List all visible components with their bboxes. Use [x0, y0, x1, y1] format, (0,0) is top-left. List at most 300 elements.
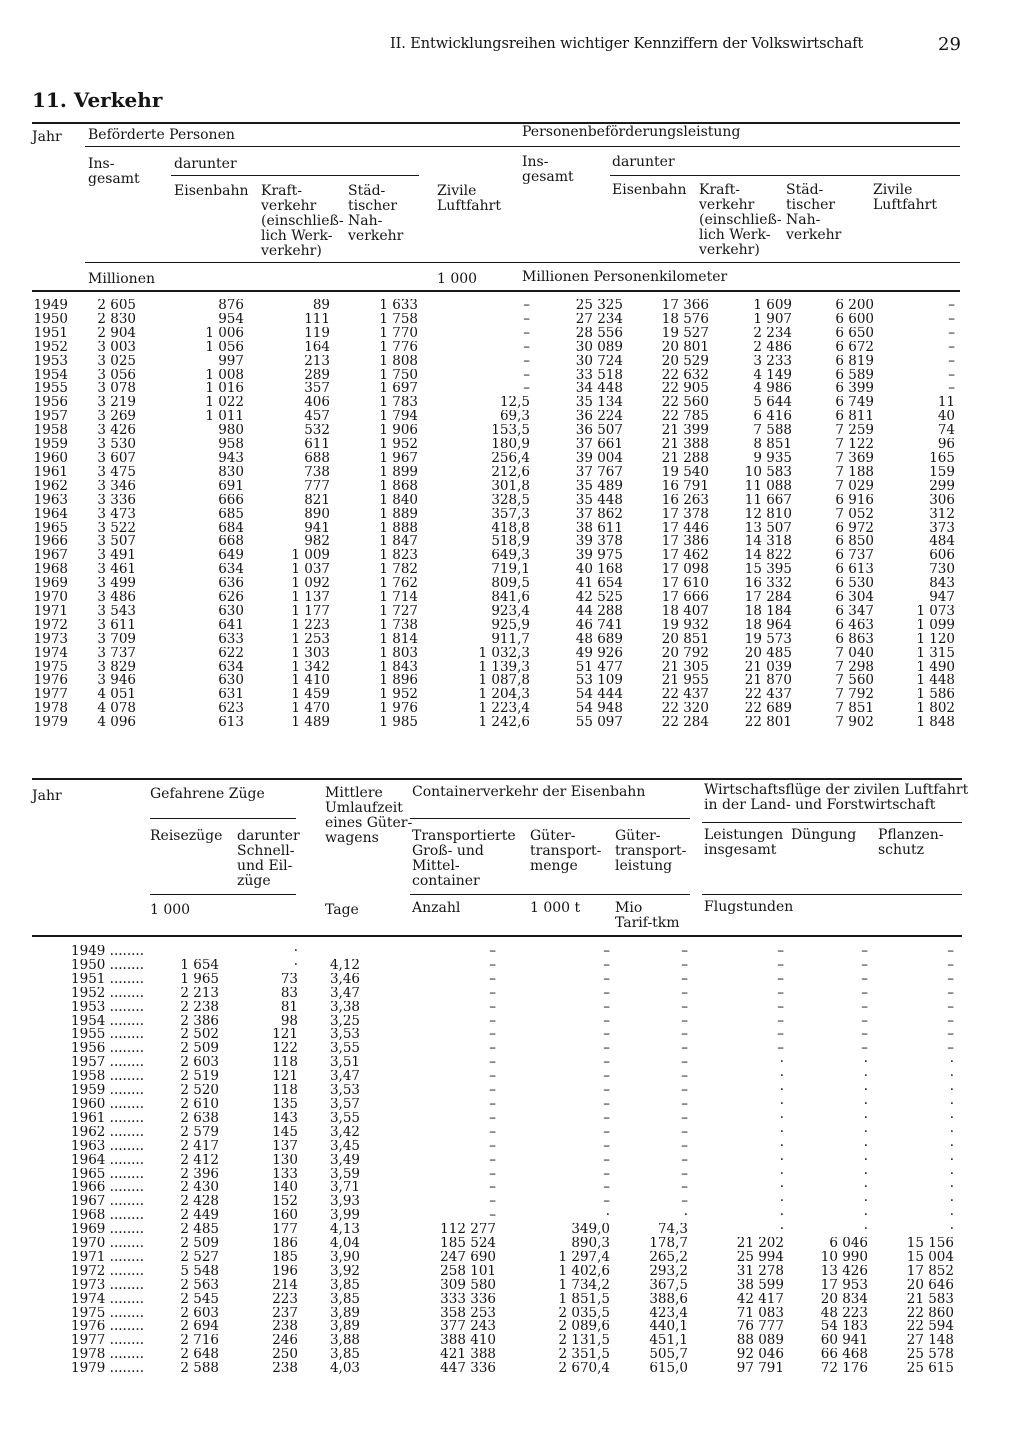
table-cell: 16 263 — [661, 493, 709, 508]
table-cell: – — [489, 958, 496, 973]
table-cell: 3 499 — [97, 577, 136, 592]
table-cell: 3,99 — [329, 1209, 360, 1224]
table-cell: · — [863, 1084, 868, 1098]
t2-header-transportierte: Transportierte Groß- und Mittel- container — [412, 828, 516, 889]
table-cell: 81 — [280, 1000, 298, 1015]
table-cell: 1 087,8 — [478, 674, 530, 689]
table-cell: 1 633 — [379, 299, 418, 313]
table-cell: – — [603, 1070, 610, 1085]
table-cell: 890 — [304, 507, 330, 522]
table-cell: 418,8 — [491, 521, 530, 536]
row-year: 1973 ........ — [71, 1278, 144, 1293]
t1-unit-millionen: Millionen — [88, 271, 155, 287]
table-cell: 15 395 — [744, 563, 792, 578]
table-cell: 22 437 — [744, 688, 792, 703]
table-cell: 451,1 — [649, 1334, 688, 1349]
table-cell: 22 284 — [661, 716, 709, 731]
table-cell: 48 223 — [820, 1306, 868, 1321]
table-cell: 30 724 — [575, 354, 623, 369]
table-cell: 38 611 — [575, 521, 623, 536]
table-cell: 306 — [929, 493, 955, 508]
table-cell: 358 253 — [440, 1306, 496, 1321]
table-cell: 2 579 — [180, 1125, 219, 1140]
table-cell: 1 297,4 — [558, 1250, 610, 1265]
row-year: 1952 — [33, 340, 68, 355]
table-cell: 1 037 — [291, 563, 330, 578]
table-cell: 1 011 — [205, 410, 244, 425]
table-cell: 74,3 — [657, 1223, 688, 1238]
table-cell: – — [603, 1084, 610, 1098]
table-cell: 14 318 — [744, 535, 792, 550]
table-1-top-rule — [32, 122, 960, 124]
table-cell: – — [523, 354, 530, 369]
table-cell: 21 399 — [661, 424, 709, 439]
table-cell: 55 097 — [575, 716, 623, 731]
table-cell: 1 976 — [379, 702, 418, 717]
table-cell: 18 576 — [661, 312, 709, 327]
table-cell: 256,4 — [491, 451, 530, 466]
t2-unit-flugstunden: Flugstunden — [704, 899, 794, 915]
table-cell: 1 888 — [379, 521, 418, 536]
table-cell: 911,7 — [491, 632, 530, 647]
table-cell: 2 509 — [180, 1237, 219, 1251]
t2-unit-tage: Tage — [325, 902, 359, 918]
table-cell: 28 556 — [575, 326, 623, 341]
table-cell: 1 889 — [379, 507, 418, 522]
table-cell: 265,2 — [649, 1250, 688, 1265]
table-cell: 19 540 — [661, 465, 709, 480]
row-year: 1954 ........ — [71, 1014, 144, 1029]
table-row — [32, 1237, 954, 1251]
table-2-body — [32, 945, 954, 1376]
table-cell: 777 — [304, 479, 330, 494]
table-cell: 2 417 — [180, 1139, 219, 1154]
row-year: 1954 — [33, 368, 68, 383]
table-row — [32, 1112, 954, 1126]
table-cell: 1 847 — [379, 535, 418, 550]
table-cell: 1 073 — [916, 604, 955, 619]
table-cell: – — [603, 1195, 610, 1210]
table-cell: 406 — [304, 396, 330, 411]
row-year: 1955 ........ — [71, 1028, 144, 1043]
table-2-header-bottom-rule — [32, 935, 962, 937]
table-cell: – — [489, 986, 496, 1001]
table-cell: – — [681, 1111, 688, 1126]
table-cell: – — [681, 1084, 688, 1098]
table-cell: 3,45 — [329, 1139, 360, 1154]
t1-header-eisenbahn: Eisenbahn — [174, 183, 249, 199]
row-year: 1961 — [33, 465, 68, 480]
table-cell: 688 — [304, 451, 330, 466]
row-year: 1960 ........ — [71, 1097, 144, 1112]
table-cell: 98 — [280, 1014, 298, 1029]
table-cell: 1 906 — [379, 424, 418, 439]
table-cell: – — [777, 1000, 784, 1015]
row-year: 1969 — [33, 577, 68, 592]
table-row — [32, 1168, 954, 1182]
table-cell: · — [949, 1209, 954, 1224]
table-cell: 11 — [937, 396, 955, 411]
table-cell: 1 776 — [379, 340, 418, 355]
table-cell: 165 — [929, 451, 955, 466]
table-cell: 6 863 — [835, 632, 874, 647]
table-cell: 1 965 — [180, 972, 219, 987]
table-cell: – — [489, 1014, 496, 1029]
table-cell: 925,9 — [491, 618, 530, 633]
table-cell: 6 972 — [835, 521, 874, 536]
table-cell: 3,92 — [329, 1264, 360, 1279]
t1-header-darunter2: darunter — [612, 154, 675, 170]
table-cell: 185 — [272, 1250, 298, 1265]
table-cell: 1 907 — [753, 312, 792, 327]
table-cell: 152 — [272, 1195, 298, 1210]
table-cell: – — [777, 1014, 784, 1029]
table-cell: – — [681, 1153, 688, 1168]
table-cell: 21 305 — [661, 660, 709, 675]
t1-header-zivile-luftfahrt: Zivile Luftfahrt — [437, 183, 501, 214]
table-cell: 7 902 — [835, 716, 874, 731]
row-year: 1974 — [33, 646, 68, 661]
table-cell: – — [603, 1014, 610, 1029]
table-cell: 5 548 — [180, 1264, 219, 1279]
table-cell: 1 459 — [291, 688, 330, 703]
table-cell: 186 — [272, 1237, 298, 1251]
table-cell: 89 — [312, 299, 330, 313]
row-year: 1962 — [33, 479, 68, 494]
table-cell: 20 646 — [906, 1278, 954, 1293]
table-row — [32, 563, 955, 577]
table-cell: 1 022 — [205, 396, 244, 411]
table-cell: – — [603, 1097, 610, 1112]
table-cell: – — [489, 1125, 496, 1140]
table-cell: 357,3 — [491, 507, 530, 522]
table-cell: 3,47 — [329, 986, 360, 1001]
table-cell: – — [489, 1070, 496, 1085]
table-cell: – — [523, 299, 530, 313]
t2-unit-mio-tkm: Mio Tarif-tkm — [615, 900, 680, 931]
table-cell: 641 — [218, 618, 244, 633]
table-cell: – — [947, 958, 954, 973]
table-cell: 53 109 — [575, 674, 623, 689]
table-cell: – — [489, 1181, 496, 1196]
table-row — [32, 945, 954, 959]
table-cell: 457 — [304, 410, 330, 425]
table-cell: 299 — [929, 479, 955, 494]
table-cell: 1 758 — [379, 312, 418, 327]
table-cell: 35 489 — [575, 479, 623, 494]
table-cell: 17 366 — [661, 299, 709, 313]
table-1-body — [32, 299, 955, 730]
table-cell: · — [293, 958, 298, 973]
table-cell: 2 234 — [753, 326, 792, 341]
table-cell: 421 388 — [440, 1348, 496, 1363]
table-row — [32, 619, 955, 633]
table-1-unit-rule-top — [85, 262, 960, 263]
table-cell: · — [949, 1223, 954, 1238]
table-cell: 7 029 — [835, 479, 874, 494]
table-cell: 1 714 — [379, 591, 418, 605]
table-cell: – — [861, 1000, 868, 1015]
table-cell: 17 610 — [661, 577, 709, 592]
row-year: 1959 ........ — [71, 1084, 144, 1098]
table-cell: 606 — [929, 549, 955, 564]
row-year: 1955 — [33, 382, 68, 397]
table-cell: · — [779, 1139, 784, 1154]
table-cell: – — [489, 1028, 496, 1043]
table-cell: 54 444 — [575, 688, 623, 703]
t2-unit-anzahl: Anzahl — [412, 900, 461, 916]
table-cell: 1 727 — [379, 604, 418, 619]
table-cell: 2 485 — [180, 1223, 219, 1238]
table-2-luftfahrt-rule — [702, 822, 962, 823]
table-cell: 7 369 — [835, 451, 874, 466]
table-cell: 2 648 — [180, 1348, 219, 1363]
row-year: 1953 — [33, 354, 68, 369]
table-cell: 1 315 — [916, 646, 955, 661]
table-cell: – — [947, 945, 954, 959]
table-cell: – — [489, 945, 496, 959]
table-cell: 21 202 — [736, 1237, 784, 1251]
table-cell: 213 — [304, 354, 330, 369]
table-cell: 6 819 — [835, 354, 874, 369]
table-cell: 3 491 — [97, 549, 136, 564]
table-row — [32, 1265, 954, 1279]
table-cell: 1 120 — [916, 632, 955, 647]
table-cell: 1 814 — [379, 632, 418, 647]
table-row — [32, 1042, 954, 1056]
table-cell: 7 259 — [835, 424, 874, 439]
table-cell: 349,0 — [571, 1223, 610, 1238]
table-row — [32, 1223, 954, 1237]
table-cell: · — [949, 1056, 954, 1071]
table-cell: 17 462 — [661, 549, 709, 564]
table-row — [32, 1181, 954, 1195]
table-cell: · — [779, 1125, 784, 1140]
table-cell: 69,3 — [499, 410, 530, 425]
table-cell: 137 — [272, 1139, 298, 1154]
t2-unit-1000: 1 000 — [150, 902, 191, 918]
table-row — [32, 1154, 954, 1168]
table-cell: 958 — [218, 438, 244, 452]
table-cell: 153,5 — [491, 424, 530, 439]
table-row — [32, 688, 955, 702]
table-row — [32, 633, 955, 647]
row-year: 1975 — [33, 660, 68, 675]
table-2-unit-rule-a — [150, 894, 296, 895]
table-cell: 3,55 — [329, 1111, 360, 1126]
table-cell: – — [861, 1014, 868, 1029]
table-row — [32, 396, 955, 410]
table-cell: – — [777, 972, 784, 987]
table-cell: 3,47 — [329, 1070, 360, 1085]
table-cell: 3 269 — [97, 410, 136, 425]
table-cell: 1 896 — [379, 674, 418, 689]
table-cell: 92 046 — [736, 1348, 784, 1363]
table-cell: – — [489, 1084, 496, 1098]
table-cell: – — [603, 1111, 610, 1126]
table-cell: 666 — [218, 493, 244, 508]
table-row — [32, 424, 955, 438]
row-year: 1960 — [33, 451, 68, 466]
table-cell: 6 200 — [835, 299, 874, 313]
table-cell: 1 253 — [291, 632, 330, 647]
table-cell: 76 777 — [736, 1320, 784, 1335]
table-cell: – — [489, 1167, 496, 1182]
table-cell: 841,6 — [491, 591, 530, 605]
table-cell: 11 667 — [744, 493, 792, 508]
row-year: 1958 ........ — [71, 1070, 144, 1085]
table-cell: 4 986 — [753, 382, 792, 397]
table-cell: 1 056 — [205, 340, 244, 355]
table-cell: 2 563 — [180, 1278, 219, 1293]
table-cell: 18 407 — [661, 604, 709, 619]
table-cell: 1 448 — [916, 674, 955, 689]
table-cell: 1 985 — [379, 716, 418, 731]
t1-unit-1000: 1 000 — [437, 271, 478, 287]
table-cell: 12,5 — [499, 396, 530, 411]
table-cell: 2 527 — [180, 1250, 219, 1265]
table-cell: 41 654 — [575, 577, 623, 592]
t1-header-darunter: darunter — [174, 156, 237, 172]
table-cell: 160 — [272, 1209, 298, 1224]
table-cell: 423,4 — [649, 1306, 688, 1321]
table-row — [32, 1001, 954, 1015]
table-cell: – — [681, 1125, 688, 1140]
table-cell: 40 — [937, 410, 955, 425]
table-cell: 121 — [272, 1028, 298, 1043]
table-row — [32, 1334, 954, 1348]
table-row — [32, 1056, 954, 1070]
table-cell: – — [681, 945, 688, 959]
table-cell: 196 — [272, 1264, 298, 1279]
table-row — [32, 1307, 954, 1321]
table-cell: 3,85 — [329, 1348, 360, 1363]
table-cell: 21 039 — [744, 660, 792, 675]
table-cell: – — [489, 1042, 496, 1057]
t2-header-guetertransportmenge: Güter- transport- menge — [530, 828, 602, 874]
table-cell: 484 — [929, 535, 955, 550]
table-cell: 118 — [272, 1084, 298, 1098]
table-cell: 18 184 — [744, 604, 792, 619]
table-cell: 3 522 — [97, 521, 136, 536]
table-cell: 685 — [218, 507, 244, 522]
table-row — [32, 1320, 954, 1334]
table-cell: 14 822 — [744, 549, 792, 564]
table-cell: 4 051 — [97, 688, 136, 703]
table-cell: 1 009 — [291, 549, 330, 564]
table-cell: 3 530 — [97, 438, 136, 452]
table-cell: 3 475 — [97, 465, 136, 480]
table-cell: 890,3 — [571, 1237, 610, 1251]
row-year: 1972 ........ — [71, 1264, 144, 1279]
table-cell: – — [947, 1028, 954, 1043]
table-cell: 6 046 — [829, 1237, 868, 1251]
table-cell: – — [947, 972, 954, 987]
table-cell: 1 410 — [291, 674, 330, 689]
table-cell: 42 525 — [575, 591, 623, 605]
row-year: 1956 — [33, 396, 68, 411]
table-cell: 96 — [937, 438, 955, 452]
table-cell: 1 851,5 — [558, 1292, 610, 1307]
row-year: 1968 — [33, 563, 68, 578]
table-cell: 301,8 — [491, 479, 530, 494]
table-cell: 719,1 — [491, 563, 530, 578]
table-cell: 6 304 — [835, 591, 874, 605]
table-cell: – — [603, 1181, 610, 1196]
table-cell: 19 932 — [661, 618, 709, 633]
table-cell: 388 410 — [440, 1334, 496, 1349]
table-cell: 51 477 — [575, 660, 623, 675]
t2-header-jahr: Jahr — [32, 788, 62, 804]
table-cell: · — [779, 1209, 784, 1224]
table-cell: – — [681, 986, 688, 1001]
table-row — [32, 591, 955, 605]
table-row — [32, 480, 955, 494]
table-cell: – — [681, 1167, 688, 1182]
table-row — [32, 1209, 954, 1223]
table-cell: 1 490 — [916, 660, 955, 675]
table-cell: – — [603, 1153, 610, 1168]
table-cell: 12 810 — [744, 507, 792, 522]
table-cell: 7 040 — [835, 646, 874, 661]
row-year: 1979 — [33, 716, 68, 731]
table-cell: 7 052 — [835, 507, 874, 522]
table-cell: – — [947, 1042, 954, 1057]
table-cell: 21 388 — [661, 438, 709, 452]
table-cell: 6 463 — [835, 618, 874, 633]
t1-header-zivile-luftfahrt2: Zivile Luftfahrt — [873, 182, 937, 213]
table-cell: 15 156 — [906, 1237, 954, 1251]
table-cell: 4,13 — [329, 1223, 360, 1238]
table-cell: – — [948, 326, 955, 341]
table-row — [32, 1195, 954, 1209]
table-cell: 6 916 — [835, 493, 874, 508]
table-cell: 447 336 — [440, 1362, 496, 1377]
table-cell: 691 — [218, 479, 244, 494]
table-cell: · — [863, 1195, 868, 1210]
page-number: 29 — [938, 34, 961, 55]
table-cell: 1 586 — [916, 688, 955, 703]
table-cell: 1 137 — [291, 591, 330, 605]
row-year: 1963 — [33, 493, 68, 508]
table-cell: 49 926 — [575, 646, 623, 661]
table-cell: 17 378 — [661, 507, 709, 522]
table-cell: 17 953 — [820, 1278, 868, 1293]
table-cell: 3 829 — [97, 660, 136, 675]
table-cell: · — [949, 1153, 954, 1168]
table-cell: – — [681, 1139, 688, 1154]
table-cell: 3,55 — [329, 1042, 360, 1057]
row-year: 1965 — [33, 521, 68, 536]
table-cell: 1 242,6 — [478, 716, 530, 731]
table-row — [32, 959, 954, 973]
table-cell: 223 — [272, 1292, 298, 1307]
table-cell: · — [863, 1139, 868, 1154]
table-cell: 17 284 — [744, 591, 792, 605]
table-cell: 1 139,3 — [478, 660, 530, 675]
table-cell: – — [681, 1000, 688, 1015]
table-cell: 2 716 — [180, 1334, 219, 1349]
table-cell: – — [681, 1056, 688, 1071]
table-cell: · — [683, 1209, 688, 1224]
table-cell: 17 852 — [906, 1264, 954, 1279]
table-cell: · — [949, 1070, 954, 1085]
table-cell: 6 811 — [835, 410, 874, 425]
table-cell: · — [779, 1084, 784, 1098]
row-year: 1975 ........ — [71, 1306, 144, 1321]
table-cell: – — [489, 1209, 496, 1224]
table-cell: · — [605, 1209, 610, 1224]
